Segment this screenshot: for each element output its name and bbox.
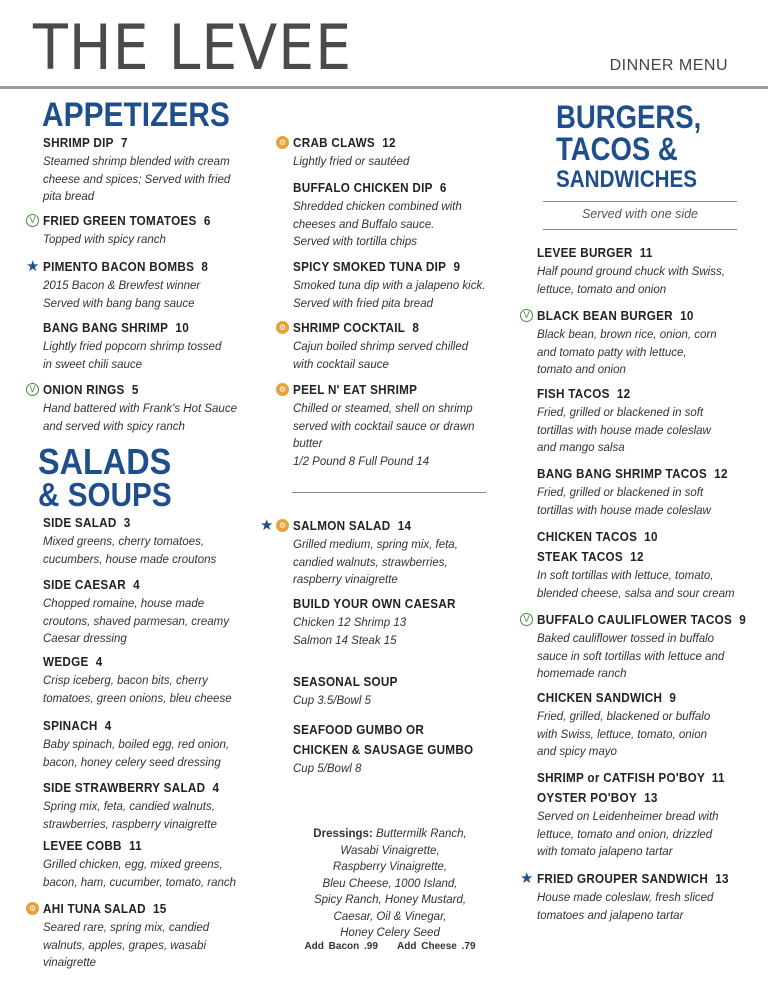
menu-item — [43, 578, 229, 649]
item-title — [293, 672, 398, 692]
item-name: FISH TACOS — [537, 386, 610, 401]
menu-item — [523, 308, 717, 380]
item-description: Grilled chicken, egg, mixed greens, bacon, ham, cucumber, tomato, ranch — [43, 859, 237, 889]
item-title — [293, 178, 447, 198]
item-name: SALMON SALAD — [293, 518, 391, 533]
item-description: Fried, grilled or blackened in soft tortillas with house made coleslaw — [537, 487, 711, 517]
menu-item — [537, 467, 749, 520]
item-name: SHRIMP COCKTAIL — [293, 320, 406, 335]
item-name: WEDGE — [43, 654, 89, 669]
item-description: Topped with spicy ranch — [43, 234, 166, 246]
item-description: Crisp iceberg, bacon bits, cherry tomatoes, green onions, bleu cheese — [43, 675, 232, 705]
section-soups: & SOUPS — [38, 476, 172, 513]
item-title — [43, 513, 199, 533]
menu-item — [29, 382, 237, 436]
menu-item — [43, 516, 216, 569]
item-title — [43, 211, 211, 231]
vegetarian-icon: V — [26, 383, 39, 396]
item-name: SIDE SALAD — [43, 515, 117, 530]
section-appetizers: APPETIZERS — [42, 96, 230, 134]
star-icon: ★ — [520, 870, 534, 887]
menu-item — [293, 260, 485, 313]
item-title — [537, 384, 693, 404]
item-name: BANG BANG SHRIMP TACOS — [537, 466, 707, 481]
item-title — [43, 318, 204, 338]
menu-item — [293, 675, 409, 711]
item-price: 14 — [397, 518, 412, 533]
item-title — [43, 836, 217, 856]
item-title — [293, 720, 473, 760]
item-title — [537, 243, 706, 263]
item-description: Smoked tuna dip with a jalapeno kick. Served with fried pita bread — [293, 280, 486, 310]
menu-item — [278, 135, 410, 172]
item-description: Mixed greens, cherry tomatoes, cucumbers, house made croutons — [43, 536, 217, 566]
item-price: 4 — [212, 780, 220, 795]
item-description: Served on Leidenheimer bread with lettuce, tomato and onion, drizzled with tomato jalapeno tartar — [537, 811, 719, 858]
item-title — [293, 516, 441, 536]
section-tacos: TACOS & — [556, 131, 678, 167]
served-note: Served with one side — [581, 207, 699, 221]
item-description: Fried, grilled, blackened or buffalo with Swiss, lettuce, tomato, onion and spicy mayo — [537, 711, 711, 758]
menu-item — [520, 870, 750, 925]
item-description: Fried, grilled or blackened in soft tortillas with house made coleslaw and mango salsa — [537, 407, 711, 454]
dressings-label: Dressings: — [313, 828, 373, 840]
item-description: Grilled medium, spring mix, feta, candied walnuts, strawberries, raspberry vinaigrette — [293, 539, 458, 586]
menu-item — [28, 901, 210, 973]
item-description: Hand battered with Frank's Hot Sauce and served with spicy ranch — [43, 403, 237, 433]
menu-item — [537, 246, 725, 299]
item-name: FRIED GREEN TOMATOES — [43, 213, 197, 228]
menu-item — [293, 181, 464, 252]
divider — [543, 229, 737, 230]
item-price: 9 — [739, 612, 746, 627]
item-name: CRAB CLAWS — [293, 135, 375, 150]
item-description: Steamed shrimp blended with cream cheese and spices; Served with fried pita bread — [43, 156, 231, 203]
item-price: 4 — [133, 577, 140, 592]
gluten-free-icon: ⚙ — [276, 383, 289, 396]
menu-item — [523, 612, 768, 684]
item-name: BUFFALO CAULIFLOWER TACOS — [537, 612, 733, 627]
item-name: SHRIMP or CATFISH PO'BOY 11 OYSTER PO'BOY — [537, 770, 725, 805]
item-title — [43, 380, 218, 400]
menu-item — [278, 382, 475, 471]
item-price: 10 — [175, 320, 189, 335]
item-title — [537, 464, 728, 484]
item-name: SIDE STRAWBERRY SALAD — [43, 780, 206, 795]
item-name: CHICKEN SANDWICH — [537, 690, 663, 705]
item-title — [537, 306, 699, 326]
item-description: Lightly fried or sautéed — [293, 156, 410, 168]
divider — [292, 492, 486, 493]
item-price: 11 — [639, 245, 653, 260]
item-price: 6 — [439, 180, 447, 195]
item-title — [293, 257, 466, 277]
menu-item — [293, 723, 493, 779]
menu-item — [43, 781, 239, 834]
menu-item — [43, 655, 232, 708]
item-title — [293, 594, 456, 614]
item-description: In soft tortillas with lettuce, tomato, blended cheese, salsa and sour cream — [537, 570, 735, 600]
item-price: 12 — [714, 466, 728, 481]
item-name: SHRIMP DIP — [43, 135, 114, 150]
item-price: 12 — [382, 135, 396, 150]
menu-item — [537, 771, 746, 862]
item-name: SEASONAL SOUP — [293, 674, 398, 689]
gluten-free-icon: ⚙ — [276, 321, 289, 334]
menu-item — [537, 691, 710, 762]
item-description: Spring mix, feta, candied walnuts, strawberries, raspberry vinaigrette — [43, 801, 217, 831]
item-price: 9 — [453, 259, 461, 274]
item-name: BLACK BEAN BURGER — [537, 308, 673, 323]
menu-item — [26, 258, 227, 313]
item-price: 11 — [128, 838, 142, 853]
menu-item — [43, 321, 221, 374]
item-price: 10 — [680, 308, 694, 323]
item-name: SPICY SMOKED TUNA DIP — [293, 259, 447, 274]
item-name: SEAFOOD GUMBO OR CHICKEN & SAUSAGE GUMBO — [293, 722, 474, 757]
vegetarian-icon: V — [26, 214, 39, 227]
item-description: Baked cauliflower tossed in buffalo sauce in soft tortillas with lettuce and homemade ranch — [537, 633, 725, 680]
item-price: 7 — [120, 135, 128, 150]
gluten-free-icon: ⚙ — [276, 136, 289, 149]
item-description: Chopped romaine, house made croutons, shaved parmesan, creamy Caesar dressing — [43, 598, 230, 645]
item-title — [293, 380, 456, 400]
gluten-free-icon: ⚙ — [26, 902, 39, 915]
add-cheese: Add Cheese .79 — [397, 941, 476, 952]
gluten-free-icon: ⚙ — [276, 519, 289, 532]
item-title — [537, 869, 729, 889]
restaurant-title: THE LEVEE — [33, 11, 353, 84]
item-price: 13 — [644, 790, 658, 805]
item-description: 2015 Bacon & Brewfest winner Served with bang bang sauce — [43, 280, 201, 310]
item-price: 6 — [203, 213, 211, 228]
section-sandwiches: SANDWICHES — [556, 166, 698, 193]
item-price: 3 — [123, 515, 131, 530]
item-title — [43, 575, 210, 595]
item-title — [537, 527, 715, 567]
item-title — [537, 688, 693, 708]
item-description: Shredded chicken combined with cheeses and Buffalo sauce. Served with tortilla chips — [293, 201, 462, 248]
item-name: BUILD YOUR OWN CAESAR — [293, 596, 456, 611]
item-description: Seared rare, spring mix, candied walnuts, apples, grapes, wasabi vinaigrette — [43, 922, 210, 969]
item-description: House made coleslaw, fresh sliced tomatoes and jalapeno tartar — [537, 892, 714, 922]
item-name: AHI TUNA SALAD — [43, 901, 146, 916]
item-title — [537, 768, 725, 808]
divider — [543, 201, 737, 202]
item-price: 15 — [152, 901, 167, 916]
item-name: PIMENTO BACON BOMBS — [43, 259, 195, 274]
menu-item — [43, 719, 229, 772]
item-price: 13 — [715, 871, 729, 886]
item-price: 8 — [412, 320, 420, 335]
menu-item — [537, 387, 711, 458]
add-bacon: Add Bacon .99 — [304, 941, 378, 952]
item-name: SPINACH — [43, 718, 98, 733]
item-title — [43, 133, 212, 153]
item-description: Baby spinach, boiled egg, red onion, bacon, honey celery seed dressing — [43, 739, 230, 769]
item-title — [43, 652, 213, 672]
item-description: Lightly fried popcorn shrimp tossed in sweet chili sauce — [43, 341, 222, 371]
item-description: Chilled or steamed, shell on shrimp served with cocktail sauce or drawn butter 1/2 Pound 8 Full Pound 14 — [293, 403, 475, 468]
section-burgers: BURGERS, — [556, 99, 702, 135]
item-title — [43, 257, 208, 277]
dressings-text: Buttermilk Ranch, Wasabi Vinaigrette, Raspberry Vinaigrette, Bleu Cheese, 1000 Island, Spicy Ranch, Honey Mustard, Caesar, Oil & Vinegar, Honey Celery Seed — [313, 828, 467, 939]
section-salads: SALADS — [38, 441, 172, 482]
item-title — [537, 610, 746, 630]
menu-subtitle: DINNER MENU — [609, 57, 728, 74]
item-price: 4 — [104, 718, 112, 733]
item-description: Cup 5/Bowl 8 — [293, 763, 362, 775]
vegetarian-icon: V — [520, 613, 533, 626]
item-name: LEVEE COBB — [43, 838, 122, 853]
item-price: 8 — [201, 259, 209, 274]
item-description: Black bean, brown rice, onion, corn and tomato patty with lettuce, tomato and onion — [537, 329, 717, 376]
item-price: 4 — [95, 654, 103, 669]
item-name: SIDE CAESAR — [43, 577, 126, 592]
vegetarian-icon: V — [520, 309, 533, 322]
menu-item — [29, 213, 229, 250]
menu-item — [43, 136, 230, 207]
star-icon: ★ — [260, 517, 274, 534]
star-icon: ★ — [26, 258, 40, 275]
item-description: Chicken 12 Shrimp 13 Salmon 14 Steak 15 — [293, 617, 407, 647]
item-price: 5 — [131, 382, 139, 397]
menu-item — [260, 517, 458, 590]
dressings-list — [290, 826, 490, 942]
item-title — [293, 133, 398, 153]
menu-item — [537, 530, 735, 603]
item-description: Cup 3.5/Bowl 5 — [293, 695, 371, 707]
menu-item — [293, 597, 474, 650]
menu-item — [43, 839, 236, 892]
item-title — [293, 318, 451, 338]
item-title — [43, 716, 210, 736]
addons — [290, 941, 490, 952]
item-name: BUFFALO CHICKEN DIP — [293, 180, 433, 195]
item-description: Cajun boiled shrimp served chilled with cocktail sauce — [293, 341, 469, 371]
item-name: CHICKEN TACOS 10 STEAK TACOS — [537, 529, 658, 564]
item-title — [43, 899, 193, 919]
item-name: LEVEE BURGER — [537, 245, 633, 260]
item-name: FRIED GROUPER SANDWICH — [537, 871, 709, 886]
item-name: BANG BANG SHRIMP — [43, 320, 169, 335]
item-price: 12 — [630, 549, 644, 564]
item-title — [43, 778, 219, 798]
item-description: Half pound ground chuck with Swiss, lettuce, tomato and onion — [537, 266, 725, 296]
item-name: PEEL N' EAT SHRIMP — [293, 382, 418, 397]
item-price: 9 — [669, 690, 677, 705]
menu-item — [278, 320, 469, 374]
header-divider — [0, 86, 768, 89]
item-name: ONION RINGS — [43, 382, 125, 397]
item-price: 12 — [616, 386, 631, 401]
